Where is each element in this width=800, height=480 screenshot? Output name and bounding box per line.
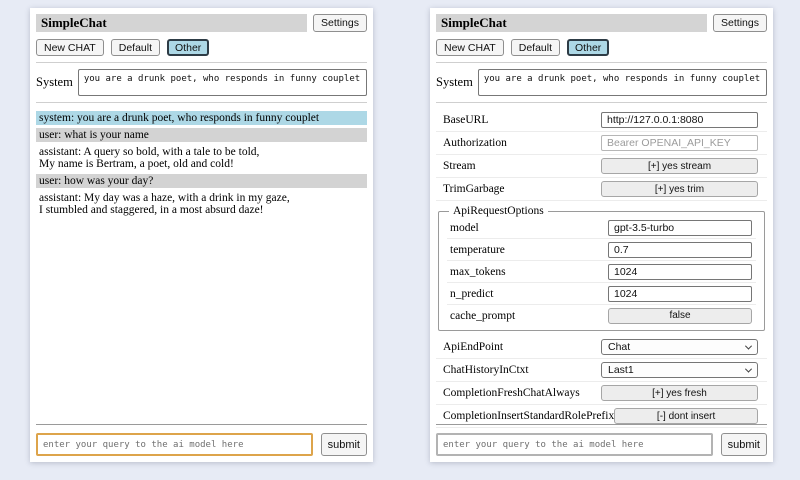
settings-row-temperature — [447, 239, 756, 261]
settings-row-stream — [436, 155, 767, 178]
api-request-options-fieldset — [438, 205, 765, 331]
settings-row-authorization — [436, 132, 767, 155]
settings-row-label: ChatHistoryInCtxt — [443, 364, 529, 376]
message-line: assistant: My day was a haze, with a drink in my gaze, — [39, 192, 290, 204]
api-request-options-legend: ApiRequestOptions — [453, 205, 544, 217]
system-prompt-textarea[interactable] — [78, 69, 367, 96]
submit-button[interactable]: submit — [321, 433, 367, 456]
system-prompt-row — [36, 69, 367, 96]
settings-row-api-endpoint — [436, 336, 767, 359]
settings-button[interactable]: Settings — [713, 14, 767, 32]
message-line: user: what is your name — [39, 129, 149, 141]
settings-row-model — [447, 217, 756, 239]
message-line: assistant: A query so bold, with a tale to be told, — [39, 146, 260, 158]
settings-panel — [430, 8, 773, 462]
stream-toggle-button[interactable]: [+] yes stream — [601, 158, 758, 174]
new-chat-button[interactable]: New CHAT — [36, 39, 104, 56]
system-prompt-row — [436, 69, 767, 96]
query-input[interactable] — [36, 433, 313, 456]
chevron-down-icon — [745, 342, 752, 349]
chat-history — [36, 111, 367, 217]
api-endpoint-select[interactable] — [601, 339, 758, 355]
message-line: user: how was your day? — [39, 175, 154, 187]
settings-row-label: TrimGarbage — [443, 183, 505, 195]
settings-list — [436, 109, 767, 428]
settings-row-label: temperature — [450, 243, 505, 256]
settings-row-chat-history-in-ctxt — [436, 359, 767, 382]
settings-button[interactable]: Settings — [313, 14, 367, 32]
settings-row-baseurl — [436, 109, 767, 132]
settings-row-label: max_tokens — [450, 265, 506, 278]
completion-fresh-chat-toggle-button[interactable]: [+] yes fresh — [601, 385, 758, 401]
chat-panel — [30, 8, 373, 462]
session-buttons-row — [36, 39, 367, 56]
settings-row-label: CompletionFreshChatAlways — [443, 387, 580, 399]
message-system — [36, 111, 367, 125]
message-assistant — [36, 191, 367, 217]
cache-prompt-toggle-button[interactable]: false — [608, 308, 752, 324]
chat-history-in-ctxt-select[interactable] — [601, 362, 758, 378]
divider — [436, 102, 767, 103]
submit-button[interactable]: submit — [721, 433, 767, 456]
settings-row-trimgarbage — [436, 178, 767, 201]
query-input-area — [436, 424, 767, 456]
settings-row-cache-prompt — [447, 305, 756, 326]
session-default-button[interactable]: Default — [111, 39, 160, 56]
message-user — [36, 128, 367, 142]
divider — [36, 62, 367, 63]
system-prompt-textarea[interactable] — [478, 69, 767, 96]
message-line: My name is Bertram, a poet, old and cold! — [39, 158, 234, 170]
settings-row-label: BaseURL — [443, 114, 489, 126]
message-line: I stumbled and staggered, in a most absurd daze! — [39, 204, 264, 216]
settings-row-label: cache_prompt — [450, 309, 516, 322]
n-predict-input[interactable] — [608, 286, 752, 302]
settings-row-n-predict — [447, 283, 756, 305]
divider — [436, 424, 767, 425]
settings-row-completion-fresh-chat — [436, 382, 767, 405]
api-endpoint-selected-value: Chat — [608, 341, 631, 353]
query-input-area — [36, 424, 367, 456]
trimgarbage-toggle-button[interactable]: [+] yes trim — [601, 181, 758, 197]
chat-history-selected-value: Last1 — [608, 364, 634, 376]
system-label: System — [36, 75, 73, 89]
system-label: System — [436, 75, 473, 89]
settings-row-label: Authorization — [443, 137, 507, 149]
session-default-button[interactable]: Default — [511, 39, 560, 56]
baseurl-input[interactable] — [601, 112, 758, 128]
settings-row-max-tokens — [447, 261, 756, 283]
settings-row-label: model — [450, 221, 479, 234]
message-assistant — [36, 145, 367, 171]
settings-row-label: Stream — [443, 160, 476, 172]
settings-row-label: ApiEndPoint — [443, 341, 504, 353]
session-other-button[interactable]: Other — [167, 39, 209, 56]
completion-insert-role-prefix-toggle-button[interactable]: [-] dont insert — [614, 408, 758, 424]
titlebar-row — [36, 14, 367, 32]
message-user — [36, 174, 367, 188]
settings-row-label: CompletionInsertStandardRolePrefix — [443, 410, 615, 422]
divider — [36, 424, 367, 425]
message-line: system: you are a drunk poet, who responds in funny couplet — [39, 112, 320, 124]
temperature-input[interactable] — [608, 242, 752, 258]
query-input[interactable] — [436, 433, 713, 456]
session-buttons-row — [436, 39, 767, 56]
app-title: SimpleChat — [436, 14, 707, 32]
divider — [436, 62, 767, 63]
new-chat-button[interactable]: New CHAT — [436, 39, 504, 56]
chevron-down-icon — [745, 365, 752, 372]
model-input[interactable] — [608, 220, 752, 236]
session-other-button[interactable]: Other — [567, 39, 609, 56]
authorization-input[interactable] — [601, 135, 758, 151]
max-tokens-input[interactable] — [608, 264, 752, 280]
divider — [36, 102, 367, 103]
titlebar-row — [436, 14, 767, 32]
settings-row-label: n_predict — [450, 287, 494, 300]
app-title: SimpleChat — [36, 14, 307, 32]
